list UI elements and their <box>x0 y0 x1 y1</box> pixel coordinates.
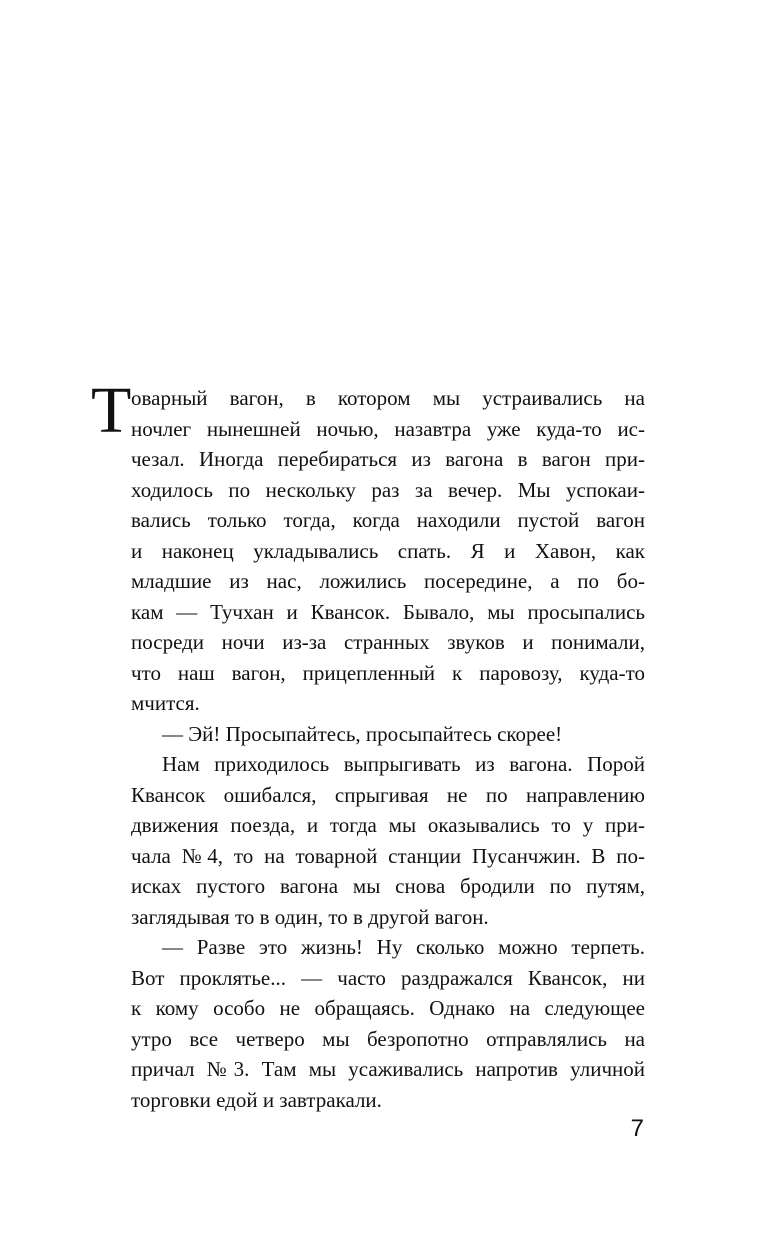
text-line: оварный вагон, в котором мы устраивались на <box>131 386 645 410</box>
text-line: что наш вагон, прицепленный к паровозу, куда-то <box>131 660 645 685</box>
text-line: причал №3. Там мы усаживались напротив уличной <box>131 1057 645 1081</box>
text-line: движения поезда, и тогда мы оказывались то у при- <box>131 813 645 837</box>
text-line: — Эй! Просыпайтесь, просыпайтесь скорее! <box>162 721 563 746</box>
text-line: Вот проклятье... — часто раздражался Квансок, ни <box>131 965 645 990</box>
text-line: мчится. <box>131 691 200 715</box>
text-line: заглядывая то в один, то в другой вагон. <box>131 904 489 929</box>
text-line: кам — Тучхан и Квансок. Бывало, мы просыпались <box>131 599 645 624</box>
text-line: Квансок ошибался, спрыгивая не по направлению <box>131 782 645 807</box>
drop-cap: Т <box>91 374 132 447</box>
text-line: исках пустого вагона мы снова бродили по путям, <box>131 874 645 898</box>
text-line: ходилось по нескольку раз за вечер. Мы успокаи- <box>131 477 645 502</box>
text-line: Нам приходилось выпрыгивать из вагона. Порой <box>162 752 645 776</box>
text-line: к кому особо не обращаясь. Однако на следующее <box>131 996 645 1020</box>
text-line: ночлег нынешней ночью, назавтра уже куда-то ис- <box>131 416 645 441</box>
text-line: вались только тогда, когда находили пустой вагон <box>131 508 645 532</box>
text-line: — Разве это жизнь! Ну сколько можно терпеть. <box>162 935 645 959</box>
text-line: торговки едой и завтракали. <box>131 1087 382 1112</box>
text-line: утро все четверо мы безропотно отправлялись на <box>131 1026 645 1051</box>
text-line: и наконец укладывались спать. Я и Хавон, как <box>131 538 645 563</box>
text-line: младшие из нас, ложились посередине, а по бо- <box>131 569 645 593</box>
page-body-text <box>131 383 645 1115</box>
text-line: посреди ночи из-за странных звуков и понимали, <box>131 630 645 654</box>
page-number: 7 <box>630 1115 644 1142</box>
text-line: чезал. Иногда перебираться из вагона в вагон при- <box>131 447 645 471</box>
text-line: чала №4, то на товарной станции Пусанчжин. В по- <box>131 843 645 868</box>
